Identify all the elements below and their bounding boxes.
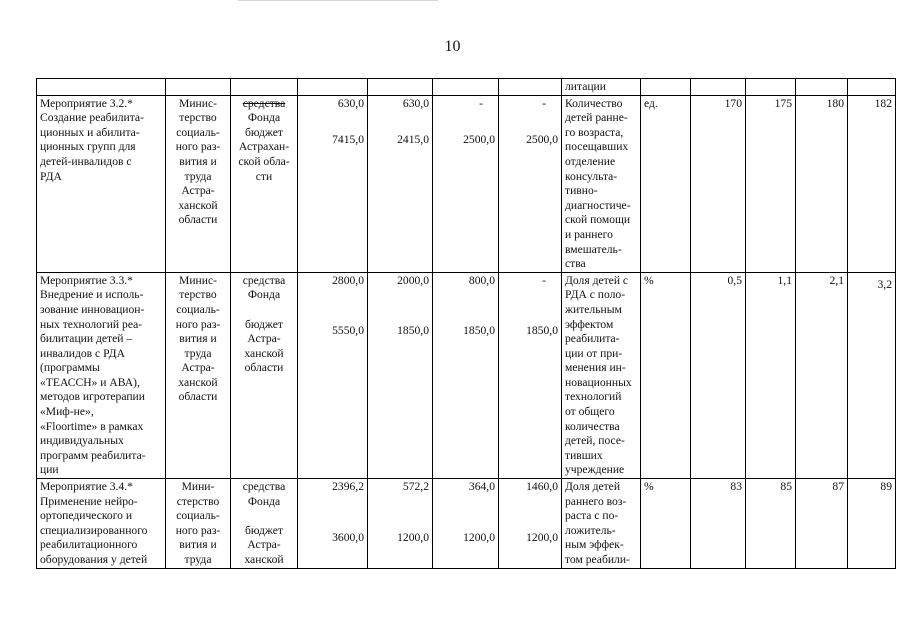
funding-value: 1200,0: [463, 530, 495, 544]
target-cell: 2,1: [796, 272, 848, 478]
funding-value: 2500,0: [463, 133, 495, 147]
target-cell: 1,1: [746, 272, 796, 478]
indicator-line: детей ранне-: [565, 111, 628, 125]
indicator-line: эффектом: [565, 317, 614, 331]
funding-value: 1850,0: [397, 324, 429, 338]
indicator-line: РДА с поло-: [565, 288, 626, 302]
funding-value: 800,0: [468, 273, 495, 287]
activity-line: оборудования у детей: [40, 553, 148, 566]
page-number: 10: [444, 38, 461, 55]
activity-line: Применение нейро-: [40, 494, 138, 508]
cell: [848, 79, 896, 96]
source-cell: [231, 479, 298, 569]
source-line: ской обла-: [238, 154, 290, 168]
funding-value: -: [542, 273, 546, 287]
activity-line: (программы: [40, 361, 100, 375]
funding-cell: [433, 479, 499, 569]
indicator-line: ложитель-: [565, 523, 616, 537]
funding-value: 2396,2: [332, 480, 364, 494]
indicator-line: ства: [565, 257, 586, 271]
indicator-line: ской помощи: [565, 213, 631, 227]
cell: [691, 79, 746, 96]
source-line: Фонда: [247, 494, 281, 508]
funding-value: 1200,0: [397, 530, 429, 544]
executor-line: ного раз-: [175, 523, 221, 537]
cell: [298, 79, 368, 96]
indicator-cell: [562, 272, 641, 478]
executor-line: Мини-: [181, 480, 215, 494]
executor-line: стерство: [176, 494, 220, 508]
source-cell: [231, 95, 298, 272]
cell: [746, 79, 796, 96]
funding-value: 1850,0: [526, 324, 558, 338]
source-line: бюджет: [245, 523, 283, 537]
activity-line: программ реабилита-: [40, 448, 146, 462]
table-row: [37, 95, 896, 272]
activity-line: детей-инвалидов с: [40, 154, 132, 168]
activity-cell: [37, 479, 166, 569]
cell: [166, 79, 231, 96]
source-line: Астра-: [247, 538, 281, 552]
indicator-line: тивших: [565, 448, 603, 462]
activity-line: ционных и абилита-: [40, 125, 140, 139]
activity-line: Мероприятие 3.2.*: [40, 96, 133, 110]
cell: [433, 79, 499, 96]
unit-cell: ед.: [641, 95, 691, 272]
target-cell: 87: [796, 479, 848, 569]
indicator-line: ции от при-: [565, 346, 623, 360]
source-line: Астра-: [247, 332, 281, 346]
unit-cell: %: [641, 479, 691, 569]
activity-line: ортопедического и: [40, 509, 133, 523]
funding-value: 630,0: [402, 96, 429, 110]
indicator-line: консульта-: [565, 169, 618, 183]
funding-value: 2800,0: [332, 273, 364, 287]
activity-line: Внедрение и исполь-: [40, 288, 144, 302]
source-line: Астрахан-: [238, 140, 290, 154]
activity-line: зование инновацион-: [40, 302, 145, 316]
indicator-line: Количество: [565, 96, 623, 110]
indicator-line: посещавших: [565, 140, 629, 154]
indicator-line: раннего воз-: [565, 494, 627, 508]
executor-line: Астра-: [181, 184, 215, 198]
executor-line: труда: [184, 169, 212, 183]
executor-line: вития и: [179, 332, 217, 346]
executor-line: социаль-: [176, 509, 220, 523]
activity-line: ции: [40, 463, 59, 477]
funding-cell: [368, 95, 433, 272]
executor-line: ханской: [178, 375, 218, 389]
target-cell: 170: [691, 95, 746, 272]
target-cell: 3,2: [848, 272, 896, 478]
indicator-line: Доля детей с: [565, 273, 629, 287]
funding-value: 1200,0: [526, 530, 558, 544]
indicator-line: диагностиче-: [565, 198, 631, 212]
activity-line: инвалидов с РДА: [40, 346, 125, 360]
source-line: ханской: [244, 553, 284, 566]
activity-line: РДА: [40, 169, 62, 183]
source-line: средства: [242, 480, 286, 494]
activity-line: индивидуальных: [40, 434, 124, 448]
executor-line: терство: [179, 111, 217, 125]
indicator-line: новационных: [565, 375, 632, 389]
table-row: [37, 272, 896, 478]
activity-line: билитации детей –: [40, 332, 133, 346]
source-line: сти: [255, 169, 273, 183]
table-row-continuation: [37, 79, 896, 96]
activity-line: «ТЕАССН» и АВА),: [40, 375, 140, 389]
activity-line: ных технологий реа-: [40, 317, 143, 331]
activity-line: Мероприятие 3.4.*: [40, 480, 133, 494]
source-line: бюджет: [245, 125, 283, 139]
executor-line: Минис-: [179, 96, 217, 110]
funding-value: 3600,0: [332, 530, 364, 544]
indicator-cell: [562, 95, 641, 272]
funding-cell: [368, 272, 433, 478]
indicator-line: раста с по-: [565, 509, 619, 523]
funding-value: 364,0: [468, 480, 495, 494]
indicator-line: го возраста,: [565, 125, 624, 139]
indicator-line: менения ин-: [565, 361, 626, 375]
funding-cell: [433, 272, 499, 478]
indicator-line: том реабили-: [565, 553, 630, 566]
activity-line: реабилитационного: [40, 538, 138, 552]
cell: [499, 79, 562, 96]
executor-line: труда: [184, 553, 212, 566]
indicator-line: вмешатель-: [565, 242, 622, 256]
executor-line: социаль-: [176, 125, 220, 139]
funding-value: -: [542, 96, 546, 110]
indicator-continuation: литации: [562, 79, 641, 96]
source-line: ханской: [244, 346, 284, 360]
indicator-line: технологий: [565, 390, 622, 404]
executor-cell: [166, 272, 231, 478]
executor-line: области: [178, 390, 218, 404]
target-cell: 85: [746, 479, 796, 569]
indicator-line: жительным: [565, 302, 622, 316]
target-cell: 182: [848, 95, 896, 272]
program-table: [36, 78, 896, 569]
executor-line: вития и: [179, 538, 217, 552]
target-cell: 89: [848, 479, 896, 569]
funding-cell: [499, 272, 562, 478]
cell: [368, 79, 433, 96]
activity-line: Создание реабилита-: [40, 111, 144, 125]
funding-value: 630,0: [337, 96, 364, 110]
indicator-line: детей, посе-: [565, 434, 625, 448]
executor-line: социаль-: [176, 302, 220, 316]
funding-cell: [499, 479, 562, 569]
executor-line: труда: [184, 346, 212, 360]
executor-cell: [166, 95, 231, 272]
funding-value: 1850,0: [463, 324, 495, 338]
indicator-line: реабилита-: [565, 332, 620, 346]
executor-line: терство: [179, 288, 217, 302]
unit-cell: %: [641, 272, 691, 478]
funding-cell: [433, 95, 499, 272]
funding-cell: [298, 95, 368, 272]
funding-value: 5550,0: [332, 324, 364, 338]
executor-line: ханской: [178, 198, 218, 212]
target-cell: 175: [746, 95, 796, 272]
executor-line: вития и: [179, 154, 217, 168]
funding-value: 2000,0: [397, 273, 429, 287]
funding-cell: [499, 95, 562, 272]
activity-line: «Floortime» в рамках: [40, 419, 144, 433]
activity-cell: [37, 272, 166, 478]
activity-line: специализированного: [40, 523, 148, 537]
indicator-line: от общего: [565, 405, 615, 419]
source-cell: [231, 272, 298, 478]
indicator-line: ным эффек-: [565, 538, 624, 552]
target-cell: 0,5: [691, 272, 746, 478]
funding-cell: [368, 479, 433, 569]
executor-cell: [166, 479, 231, 569]
executor-line: ного раз-: [175, 317, 221, 331]
cell: [231, 79, 298, 96]
funding-value: 572,2: [402, 480, 429, 494]
source-line: области: [244, 361, 284, 375]
activity-cell: [37, 95, 166, 272]
indicator-line: и раннего: [565, 227, 613, 241]
indicator-line: отделение: [565, 154, 616, 168]
source-line: средства: [242, 273, 286, 287]
funding-value: 1460,0: [526, 480, 558, 494]
indicator-line: Доля детей: [565, 480, 621, 494]
cell: [641, 79, 691, 96]
funding-cell: [298, 479, 368, 569]
activity-line: Мероприятие 3.3.*: [40, 273, 133, 287]
target-cell: 180: [796, 95, 848, 272]
indicator-cell: [562, 479, 641, 569]
source-line: бюджет: [245, 317, 283, 331]
source-line: средства: [242, 96, 286, 110]
source-line: Фонда: [247, 111, 281, 125]
funding-cell: [298, 272, 368, 478]
executor-line: ного раз-: [175, 140, 221, 154]
cell: [796, 79, 848, 96]
indicator-line: тивно-: [565, 184, 598, 198]
target-cell: 83: [691, 479, 746, 569]
activity-line: ционных групп для: [40, 140, 136, 154]
indicator-line: количества: [565, 419, 620, 433]
funding-value: 2500,0: [526, 133, 558, 147]
funding-value: 2415,0: [397, 133, 429, 147]
scan-artifact: [238, 0, 438, 4]
executor-line: Минис-: [179, 273, 217, 287]
executor-line: области: [178, 213, 218, 227]
funding-value: 7415,0: [332, 133, 364, 147]
source-line: Фонда: [247, 288, 281, 302]
cell: [37, 79, 166, 96]
indicator-line: учреждение: [565, 463, 625, 477]
activity-line: методов игротерапии: [40, 390, 145, 404]
activity-line: «Миф-не»,: [40, 405, 94, 419]
executor-line: Астра-: [181, 361, 215, 375]
funding-value: -: [479, 96, 483, 110]
table-row: [37, 479, 896, 569]
